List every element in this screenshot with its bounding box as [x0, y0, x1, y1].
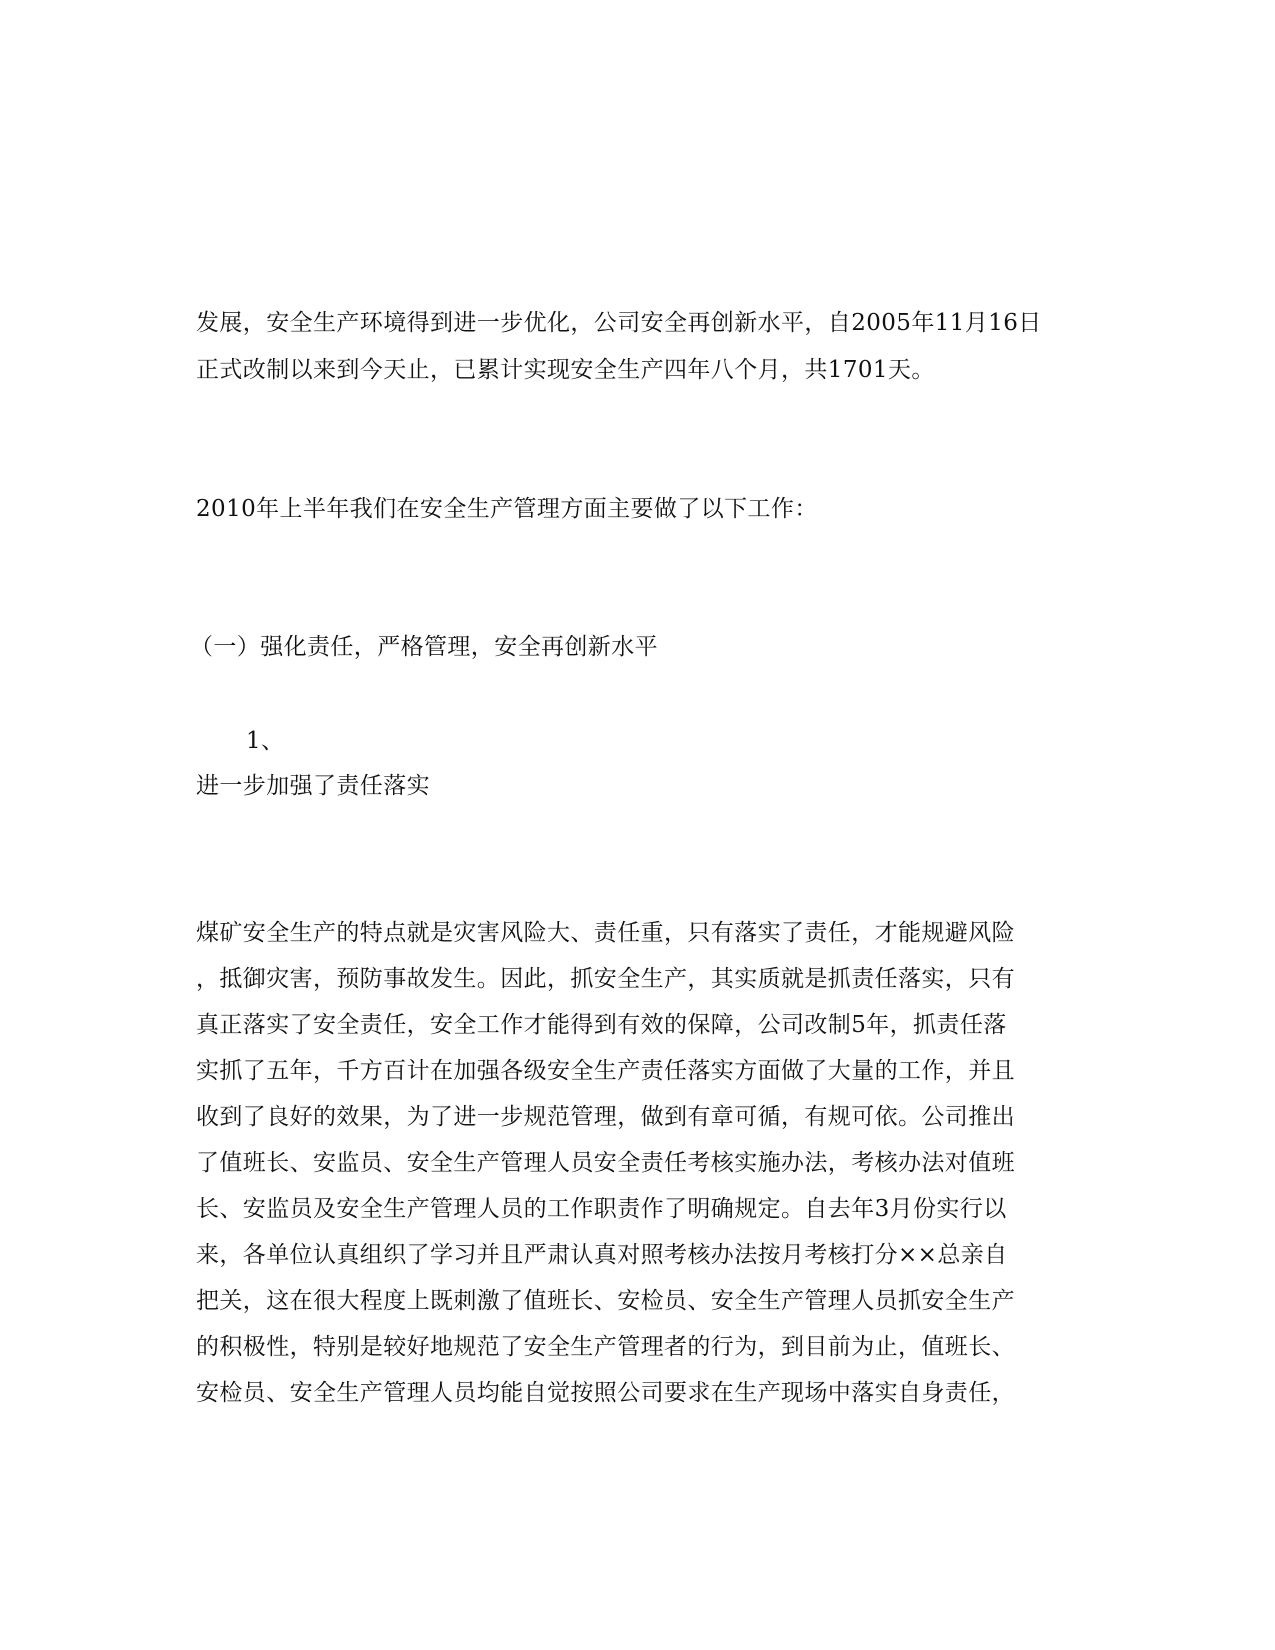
body-paragraph-line-9: 把关，这在很大程度上既刺激了值班长、安检员、安全生产管理人员抓安全生产: [196, 1288, 1015, 1314]
body-paragraph-line-10: 的积极性，特别是较好地规范了安全生产管理者的行为，到目前为止，值班长、: [196, 1334, 1015, 1360]
intro-paragraph-line-2: 正式改制以来到今天止，已累计实现安全生产四年八个月，共1701天。: [196, 357, 935, 383]
item-number: 1、: [246, 728, 285, 754]
body-paragraph-line-7: 长、安监员及安全生产管理人员的工作职责作了明确规定。自去年3月份实行以: [196, 1196, 1007, 1222]
body-paragraph-line-6: 了值班长、安监员、安全生产管理人员安全责任考核实施办法，考核办法对值班: [196, 1150, 1015, 1176]
body-paragraph-line-4: 实抓了五年，千方百计在加强各级安全生产责任落实方面做了大量的工作，并且: [196, 1058, 1015, 1084]
intro-paragraph-line-1: 发展，安全生产环境得到进一步优化，公司安全再创新水平，自2005年11月16日: [196, 310, 1042, 336]
body-paragraph-line-1: 煤矿安全生产的特点就是灾害风险大、责任重，只有落实了责任，才能规避风险: [196, 920, 1015, 946]
body-paragraph-line-8: 来，各单位认真组织了学习并且严肃认真对照考核办法按月考核打分××总亲自: [196, 1242, 1008, 1268]
summary-heading: 2010年上半年我们在安全生产管理方面主要做了以下工作：: [196, 496, 818, 522]
body-paragraph-line-2: ，抵御灾害，预防事故发生。因此，抓安全生产，其实质就是抓责任落实，只有: [196, 966, 1015, 992]
body-paragraph-line-11: 安检员、安全生产管理人员均能自觉按照公司要求在生产现场中落实自身责任，: [196, 1380, 1015, 1406]
body-paragraph-line-3: 真正落实了安全责任，安全工作才能得到有效的保障，公司改制5年，抓责任落: [196, 1012, 1007, 1038]
item-title: 进一步加强了责任落实: [196, 773, 430, 799]
section-heading: （一）强化责任，严格管理，安全再创新水平: [190, 634, 658, 660]
body-paragraph-line-5: 收到了良好的效果，为了进一步规范管理，做到有章可循，有规可依。公司推出: [196, 1104, 1015, 1130]
